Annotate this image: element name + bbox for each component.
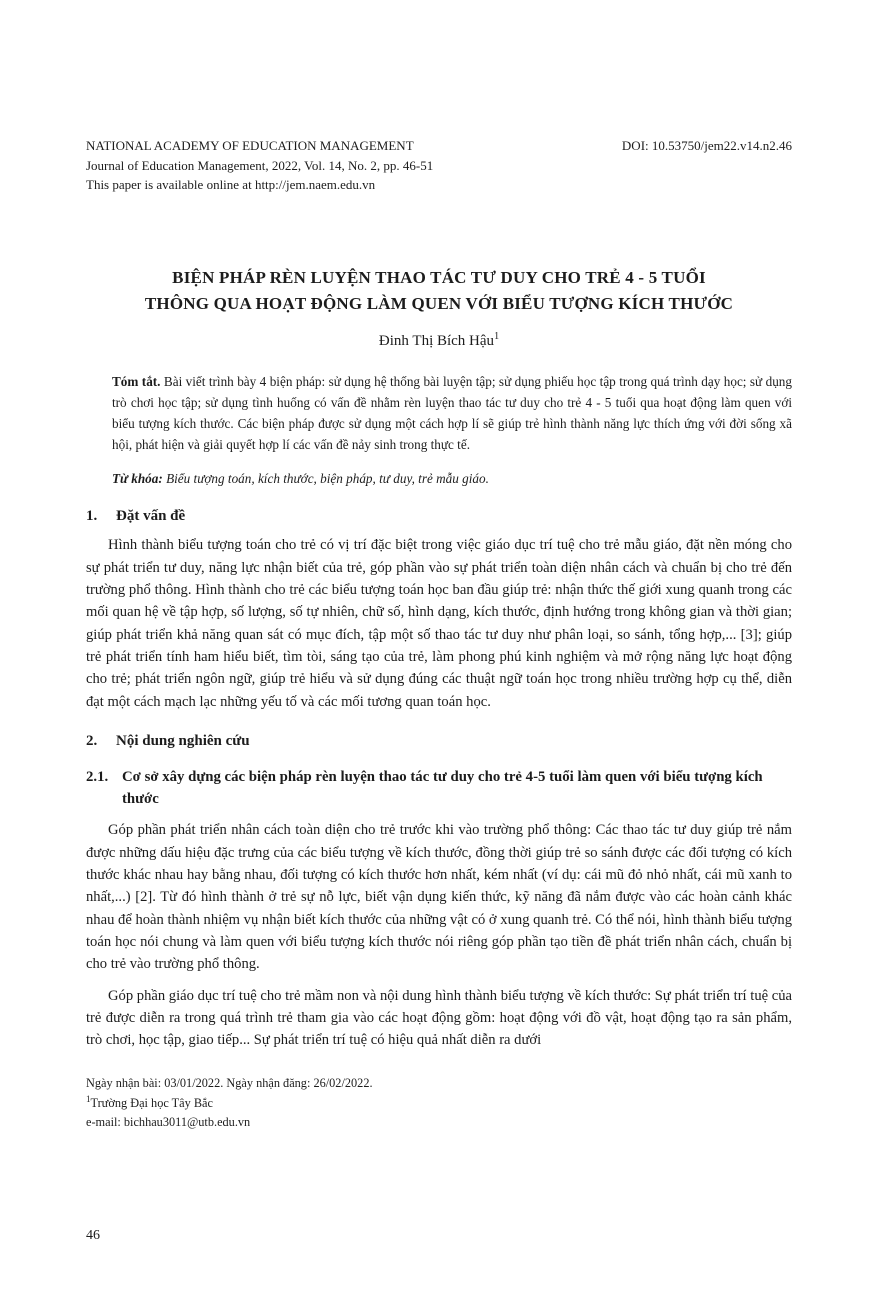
- footnote-email: e-mail: bichhau3011@utb.edu.vn: [86, 1114, 251, 1129]
- footnote-received-dates: Ngày nhận bài: 03/01/2022. Ngày nhận đăng: 26/02/2022.: [86, 1075, 373, 1090]
- section-1-heading: [86, 508, 792, 525]
- section-2-1-heading: [86, 766, 792, 810]
- section-2-1-paragraph-1: Góp phần phát triển nhân cách toàn diện cho trẻ trước khi vào trường phổ thông: Các thao tác tư duy giúp trẻ nắm được những dấu hiệu đặc trưng của các biểu tượng về kích thước, đồng thời giúp trẻ so sánh được các đối tượng có kích thước khác nhau hay bằng nhau, đối tượng có kích thước hơn nhất, kém nhất (ví dụ: cái mũ đỏ nhỏ nhất, cái mũ xanh to nhất,...) [2]. Từ đó hình thành ở trẻ sự nỗ lực, biết vận dụng kiến thức, kỹ năng đã nắm được vào các hoàn cảnh khác nhau để hoàn thành nhiệm vụ nhận biết kích thước của những vật có ở xung quanh trẻ. Có thể nói, hình thành biểu tượng toán học nói chung và làm quen với biểu tượng kích thước nói riêng góp phần tạo tiền đề phát triển nhân cách, chuẩn bị cho trẻ vào trường phổ thông.: [86, 822, 792, 973]
- header-left: [86, 136, 433, 195]
- doi-label: DOI: 10.53750/jem22.v14.n2.46: [621, 138, 792, 153]
- author-line: [86, 331, 792, 350]
- institution-name: NATIONAL ACADEMY OF EDUCATION MANAGEMENT: [86, 138, 414, 153]
- author-name: Đinh Thị Bích Hậu: [378, 333, 495, 350]
- section-1-number: 1.: [86, 508, 98, 525]
- footnote-affiliation-text: Trường Đại học Tây Bắc: [90, 1095, 213, 1110]
- section-2-1-title: Cơ sở xây dựng các biện pháp rèn luyện thao tác tư duy cho trẻ 4-5 tuổi làm quen với biểu tượng kích thước: [122, 769, 763, 808]
- abstract: [86, 372, 792, 455]
- abstract-text: Bài viết trình bày 4 biện pháp: sử dụng hệ thống bài luyện tập; sử dụng phiếu học tập trong quá trình dạy học; sử dụng trò chơi học tập; sử dụng tình huống có vấn đề nhằm rèn luyện thao tác tư duy cho trẻ 4 - 5 tuổi qua hoạt động làm quen với biểu tượng kích thước. Các biện pháp được sử dụng một cách hợp lí sẽ giúp trẻ hình thành năng lực thích ứng với đời sống xã hội, phát hiện và giải quyết hợp lí các vấn đề nảy sinh trong thực tế.: [112, 374, 792, 452]
- footnote-affiliation: [86, 1093, 792, 1113]
- footnote-affiliation-mark: 1: [86, 1093, 91, 1104]
- paper-title-line2: THÔNG QUA HOẠT ĐỘNG LÀM QUEN VỚI BIỂU TƯỢNG KÍCH THƯỚC: [144, 293, 734, 313]
- section-2-title: Nội dung nghiên cứu: [116, 733, 250, 750]
- abstract-label: Tóm tắt.: [112, 374, 161, 390]
- availability-note: This paper is available online at http://jem.naem.edu.vn: [86, 177, 376, 192]
- paper-title-line1: BIỆN PHÁP RÈN LUYỆN THAO TÁC TƯ DUY CHO TRẺ 4 - 5 TUỔI: [172, 267, 706, 287]
- section-2-heading: [86, 733, 792, 750]
- section-1-paragraph: Hình thành biểu tượng toán cho trẻ có vị trí đặc biệt trong việc giáo dục trí tuệ cho trẻ mẫu giáo, đặt nền móng cho sự phát triển tư duy, năng lực nhận biết của trẻ, góp phần vào sự phát triển toàn diện nhân cách và chuẩn bị cho trẻ đến trường phổ thông. Hình thành cho trẻ các biểu tượng toán học ban đầu giúp trẻ: nhận thức thế giới xung quanh trong các mối quan hệ về tập hợp, số lượng, số tự nhiên, chữ số, hình dạng, kích thước, định hướng trong không gian và thời gian; giúp phát triển khả năng quan sát có mục đích, tập một số thao tác tư duy như phân loại, so sánh, tổng hợp,... [3]; giúp trẻ phát triển tính ham hiểu biết, tìm tòi, sáng tạo của trẻ, làm phong phú kinh nghiệm và mở rộng năng lực hoạt động cho trẻ; phát triển ngôn ngữ, giúp trẻ hiểu và sử dụng đúng các thuật ngữ toán học trong nhiều trường hợp cụ thể, diễn đạt một cách mạch lạc những yếu tố và các mối tương quan toán học.: [86, 537, 792, 710]
- keywords-label: Từ khóa:: [112, 470, 163, 486]
- author-affiliation-mark: 1: [494, 331, 500, 343]
- page-number: 46: [86, 1228, 100, 1243]
- paper-title: [86, 265, 792, 318]
- keywords: [86, 469, 792, 489]
- section-2-number: 2.: [86, 733, 98, 750]
- journal-citation: Journal of Education Management, 2022, Vol. 14, No. 2, pp. 46-51: [86, 157, 434, 173]
- keywords-text: Biểu tượng toán, kích thước, biện pháp, tư duy, trẻ mẫu giáo.: [162, 470, 489, 486]
- section-2-1-number: 2.1.: [86, 769, 109, 786]
- header: [86, 136, 792, 195]
- section-2-1-paragraph-2: Góp phần giáo dục trí tuệ cho trẻ mầm non và nội dung hình thành biểu tượng về kích thước: Sự phát triển trí tuệ của trẻ được diễn ra trong quá trình trẻ tham gia vào các hoạt động gồm: hoạt động với đồ vật, hoạt động tạo ra sản phẩm, trò chơi, học tập, giao tiếp... Sự phát triển trí tuệ có hiệu quả nhất diễn ra dưới: [86, 987, 792, 1049]
- section-1-title: Đặt vấn đề: [116, 508, 186, 525]
- footnotes: [86, 1074, 792, 1132]
